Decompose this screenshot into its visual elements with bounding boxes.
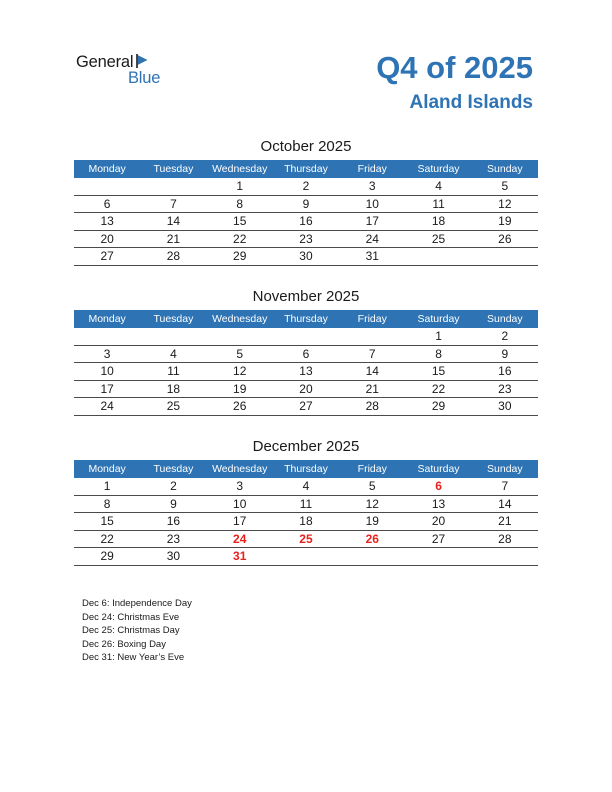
- empty-cell: [472, 548, 538, 566]
- day-cell: 25: [405, 230, 471, 248]
- day-cell: 5: [339, 478, 405, 495]
- weekday-header: Saturday: [405, 160, 471, 178]
- logo-text-blue: Blue: [128, 69, 161, 87]
- day-cell: 27: [405, 530, 471, 548]
- calendar-grid: [74, 160, 538, 266]
- day-cell: 16: [472, 363, 538, 381]
- day-cell: 5: [472, 178, 538, 195]
- empty-cell: [405, 548, 471, 566]
- day-cell: 21: [472, 513, 538, 531]
- day-cell: 11: [405, 195, 471, 213]
- calendar-grid: [74, 310, 538, 416]
- empty-cell: [140, 328, 206, 345]
- day-cell: 14: [472, 495, 538, 513]
- day-cell: 27: [273, 398, 339, 416]
- day-cell: 26: [472, 230, 538, 248]
- day-cell: 19: [339, 513, 405, 531]
- day-cell: 21: [140, 230, 206, 248]
- day-cell: 29: [207, 248, 273, 266]
- day-cell: 20: [273, 380, 339, 398]
- week-row: [74, 178, 538, 195]
- week-row: [74, 230, 538, 248]
- day-cell: 29: [405, 398, 471, 416]
- empty-cell: [207, 328, 273, 345]
- day-cell: 25: [273, 530, 339, 548]
- day-cell: 6: [74, 195, 140, 213]
- weekday-header: Sunday: [472, 310, 538, 328]
- day-cell: 7: [140, 195, 206, 213]
- week-row: [74, 195, 538, 213]
- day-cell: 12: [339, 495, 405, 513]
- weekday-header: Friday: [339, 160, 405, 178]
- day-cell: 18: [405, 213, 471, 231]
- day-cell: 28: [472, 530, 538, 548]
- weekday-header: Friday: [339, 310, 405, 328]
- week-row: [74, 248, 538, 266]
- holiday-item: Dec 6: Independence Day: [82, 598, 192, 609]
- day-cell: 22: [207, 230, 273, 248]
- week-row: [74, 398, 538, 416]
- logo-text-general: General: [76, 53, 134, 71]
- empty-cell: [339, 328, 405, 345]
- empty-cell: [405, 248, 471, 266]
- day-cell: 1: [207, 178, 273, 195]
- day-cell: 17: [207, 513, 273, 531]
- weekday-header: Thursday: [273, 160, 339, 178]
- day-cell: 10: [339, 195, 405, 213]
- day-cell: 6: [273, 345, 339, 363]
- day-cell: 13: [405, 495, 471, 513]
- weekday-header-row: [74, 460, 538, 478]
- weekday-header: Monday: [74, 160, 140, 178]
- day-cell: 9: [273, 195, 339, 213]
- empty-cell: [74, 328, 140, 345]
- day-cell: 16: [273, 213, 339, 231]
- week-row: [74, 380, 538, 398]
- day-cell: 19: [472, 213, 538, 231]
- week-row: [74, 345, 538, 363]
- day-cell: 1: [74, 478, 140, 495]
- day-cell: 30: [472, 398, 538, 416]
- day-cell: 11: [273, 495, 339, 513]
- day-cell: 26: [207, 398, 273, 416]
- day-cell: 25: [140, 398, 206, 416]
- day-cell: 19: [207, 380, 273, 398]
- weekday-header: Tuesday: [140, 160, 206, 178]
- week-row: [74, 548, 538, 566]
- month-december: [74, 437, 538, 566]
- day-cell: 14: [140, 213, 206, 231]
- day-cell: 1: [405, 328, 471, 345]
- weekday-header-row: [74, 310, 538, 328]
- day-cell: 13: [74, 213, 140, 231]
- day-cell: 15: [74, 513, 140, 531]
- day-cell: 24: [207, 530, 273, 548]
- day-cell: 4: [140, 345, 206, 363]
- day-cell: 10: [74, 363, 140, 381]
- day-cell: 4: [405, 178, 471, 195]
- weekday-header: Sunday: [472, 460, 538, 478]
- holiday-item: Dec 25: Christmas Day: [82, 625, 180, 636]
- day-cell: 20: [405, 513, 471, 531]
- week-row: [74, 363, 538, 381]
- day-cell: 31: [207, 548, 273, 566]
- weekday-header: Friday: [339, 460, 405, 478]
- day-cell: 27: [74, 248, 140, 266]
- day-cell: 26: [339, 530, 405, 548]
- day-cell: 17: [74, 380, 140, 398]
- month-title: December 2025: [252, 438, 360, 455]
- empty-cell: [273, 328, 339, 345]
- day-cell: 2: [273, 178, 339, 195]
- day-cell: 4: [273, 478, 339, 495]
- day-cell: 23: [273, 230, 339, 248]
- day-cell: 21: [339, 380, 405, 398]
- day-cell: 12: [472, 195, 538, 213]
- day-cell: 28: [339, 398, 405, 416]
- day-cell: 8: [207, 195, 273, 213]
- week-row: [74, 513, 538, 531]
- day-cell: 9: [140, 495, 206, 513]
- weekday-header: Saturday: [405, 460, 471, 478]
- week-row: [74, 213, 538, 231]
- month-october: [74, 137, 538, 266]
- week-row: [74, 530, 538, 548]
- day-cell: 22: [405, 380, 471, 398]
- weekday-header-row: [74, 160, 538, 178]
- flag-icon: [136, 54, 148, 68]
- day-cell: 8: [74, 495, 140, 513]
- weekday-header: Wednesday: [207, 310, 273, 328]
- day-cell: 9: [472, 345, 538, 363]
- calendar-grid: [74, 460, 538, 566]
- weekday-header: Sunday: [472, 160, 538, 178]
- week-row: [74, 495, 538, 513]
- month-title: November 2025: [252, 288, 360, 305]
- day-cell: 30: [140, 548, 206, 566]
- weekday-header: Saturday: [405, 310, 471, 328]
- weekday-header: Wednesday: [207, 160, 273, 178]
- day-cell: 30: [273, 248, 339, 266]
- day-cell: 3: [207, 478, 273, 495]
- month-title: October 2025: [260, 138, 352, 155]
- day-cell: 8: [405, 345, 471, 363]
- day-cell: 15: [207, 213, 273, 231]
- holiday-item: Dec 31: New Year’s Eve: [82, 652, 185, 663]
- day-cell: 18: [273, 513, 339, 531]
- day-cell: 24: [339, 230, 405, 248]
- day-cell: 7: [472, 478, 538, 495]
- day-cell: 11: [140, 363, 206, 381]
- weekday-header: Wednesday: [207, 460, 273, 478]
- day-cell: 24: [74, 398, 140, 416]
- day-cell: 29: [74, 548, 140, 566]
- weekday-header: Tuesday: [140, 310, 206, 328]
- day-cell: 23: [140, 530, 206, 548]
- page-title: Q4 of 2025: [376, 50, 533, 85]
- day-cell: 18: [140, 380, 206, 398]
- day-cell: 3: [74, 345, 140, 363]
- day-cell: 20: [74, 230, 140, 248]
- holiday-item: Dec 26: Boxing Day: [82, 638, 166, 650]
- page-subtitle: Aland Islands: [409, 92, 533, 113]
- day-cell: 7: [339, 345, 405, 363]
- day-cell: 10: [207, 495, 273, 513]
- day-cell: 13: [273, 363, 339, 381]
- day-cell: 28: [140, 248, 206, 266]
- empty-cell: [472, 248, 538, 266]
- holiday-list: [82, 597, 192, 665]
- day-cell: 5: [207, 345, 273, 363]
- weekday-header: Monday: [74, 460, 140, 478]
- day-cell: 31: [339, 248, 405, 266]
- empty-cell: [339, 548, 405, 566]
- weekday-header: Thursday: [273, 310, 339, 328]
- day-cell: 2: [472, 328, 538, 345]
- empty-cell: [74, 178, 140, 195]
- weekday-header: Thursday: [273, 460, 339, 478]
- day-cell: 16: [140, 513, 206, 531]
- weekday-header: Tuesday: [140, 460, 206, 478]
- day-cell: 22: [74, 530, 140, 548]
- day-cell: 14: [339, 363, 405, 381]
- weekday-header: Monday: [74, 310, 140, 328]
- empty-cell: [273, 548, 339, 566]
- generalblue-logo: [76, 53, 176, 87]
- holiday-item: Dec 24: Christmas Eve: [82, 611, 180, 623]
- day-cell: 2: [140, 478, 206, 495]
- week-row: [74, 478, 538, 495]
- week-row: [74, 328, 538, 345]
- day-cell: 3: [339, 178, 405, 195]
- day-cell: 15: [405, 363, 471, 381]
- day-cell: 6: [405, 478, 471, 495]
- day-cell: 12: [207, 363, 273, 381]
- month-november: [74, 287, 538, 416]
- day-cell: 17: [339, 213, 405, 231]
- empty-cell: [140, 178, 206, 195]
- day-cell: 23: [472, 380, 538, 398]
